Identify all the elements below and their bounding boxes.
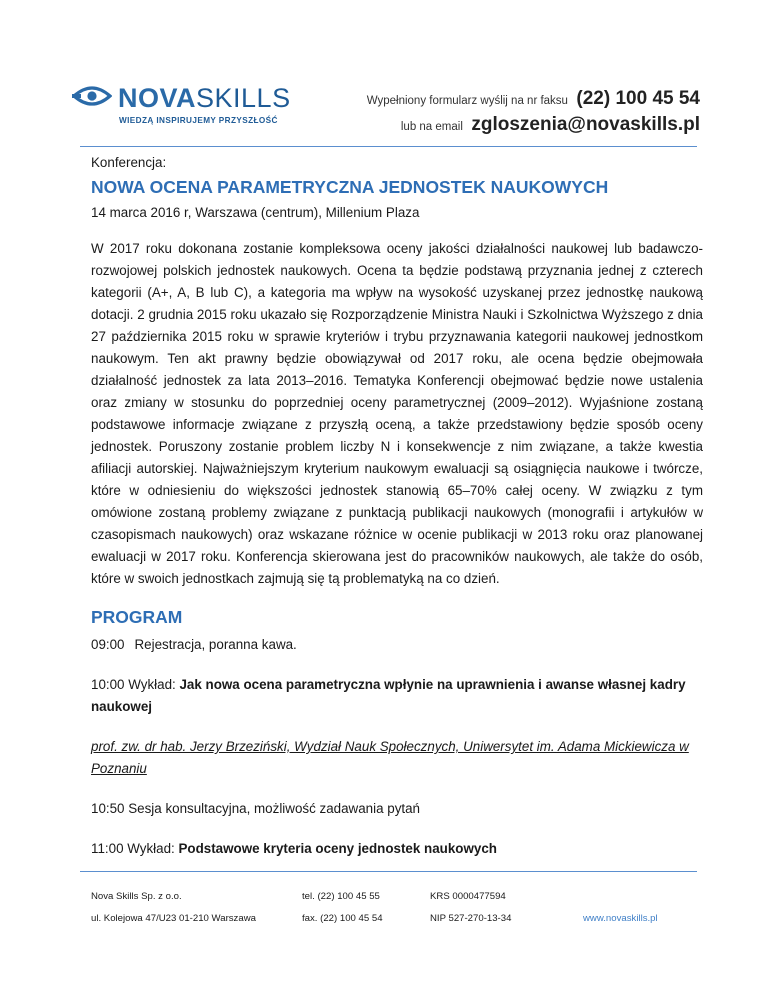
fax-number: (22) 100 45 54 xyxy=(576,88,700,109)
program-lecture-title: Podstawowe kryteria oceny jednostek naukowych xyxy=(178,841,497,856)
email-label: lub na email xyxy=(400,121,463,133)
footer-nip: NIP 527-270-13-34 xyxy=(430,913,512,924)
program-item-lecture-2 xyxy=(91,838,703,860)
footer-website-link[interactable]: www.novaskills.pl xyxy=(583,913,658,924)
program-time: 11:00 xyxy=(91,841,124,856)
footer-address: ul. Kolejowa 47/U23 01-210 Warszawa xyxy=(91,913,256,924)
program-prefix: Wykład: xyxy=(123,841,179,856)
program-time: 10:50 xyxy=(91,801,125,816)
program-title: PROGRAM xyxy=(91,607,183,627)
program-text: Sesja konsultacyjna, możliwość zadawania pytań xyxy=(124,801,421,816)
email-address[interactable]: zgloszenia@novaskills.pl xyxy=(471,114,700,135)
conference-date-place: 14 marca 2016 r, Warszawa (centrum), Millenium Plaza xyxy=(91,205,420,220)
logo-nova: NOVA xyxy=(118,83,197,113)
program-item-lecture-1 xyxy=(91,674,703,718)
header-divider xyxy=(80,146,697,147)
footer-fax: fax. (22) 100 45 54 xyxy=(302,913,383,924)
footer-company xyxy=(91,886,256,930)
program-item-registration xyxy=(91,634,703,656)
conference-label: Konferencja: xyxy=(91,155,167,170)
logo-wordmark xyxy=(118,84,291,112)
fax-line xyxy=(367,86,700,112)
footer-divider xyxy=(80,871,697,872)
logo-skills: SKILLS xyxy=(196,83,291,113)
logo-tagline: WIEDZĄ INSPIRUJEMY PRZYSZŁOŚĆ xyxy=(119,116,278,125)
footer-company-name: Nova Skills Sp. z o.o. xyxy=(91,891,182,902)
conference-description: W 2017 roku dokonana zostanie kompleksowa oceny jakości działalności naukowej lub badawczo-rozwojowej polskich jednostek naukowych. Ocena ta będzie podstawą przyznania jednej z czterech kategorii (A+, A, B lub C), a kategoria ma wpływ na wysokość uzyskanej przez jednostkę naukową dotacji. 2 grudnia 2015 roku ukazało się Rozporządzenie Ministra Nauki i Szkolnictwa Wyższego z dnia 27 października 2015 roku w sprawie kryteriów i trybu przyznawania kategorii naukowej jednostkom naukowym. Ten akt prawny będzie obowiązywał od 2017 roku, ale ocena będzie obejmowała działalność jednostek za lata 2013–2016. Tematyka Konferencji obejmować będzie nowe ustalenia oraz zmiany w stosunku do poprzedniej oceny parametrycznej (2009–2012). Wyjaśnione zostaną podstawowe informacje związane z przyszłą oceną, a także przedstawiony będzie sposób oceny jednostek. Poruszony zostanie problem liczby N i konsekwencje z nim związane, a także kwestia afiliacji autorskiej. Najważniejszym kryterium naukowym ewaluacji są osiągnięcia naukowe i twórcze, które w odniesieniu do większości jednostek stanowią 65–70% całej oceny. W związku z tym omówione zostaną problemy związane z punktacją publikacji naukowych (monografii i artykułów w czasopismach naukowych) oraz wskazane różnice w ocenie publikacji w 2013 roku oraz planowanej ewaluacji w 2017 roku. Konferencja skierowana jest do pracowników naukowych, ale także do osób, które w swoich jednostkach zajmują się tą problematyką na co dzień. xyxy=(91,241,703,586)
eye-logo-icon xyxy=(72,83,112,109)
contact-block xyxy=(367,86,700,138)
footer-krs: KRS 0000477594 xyxy=(430,891,506,902)
program-text: Rejestracja, poranna kawa. xyxy=(134,637,297,652)
email-line xyxy=(367,112,700,138)
footer-tel: tel. (22) 100 45 55 xyxy=(302,891,380,902)
footer-registry xyxy=(430,886,511,930)
main-content xyxy=(91,152,703,878)
fax-label: Wypełniony formularz wyślij na nr faksu xyxy=(366,95,568,107)
program-item-consultation xyxy=(91,798,703,820)
program-time: 09:00 xyxy=(91,637,125,652)
footer-phones xyxy=(302,886,383,930)
program-lecture-title: Jak nowa ocena parametryczna wpłynie na uprawnienia i awanse własnej kadry naukowej xyxy=(91,677,686,714)
program-speaker: prof. zw. dr hab. Jerzy Brzeziński, Wydział Nauk Społecznych, Uniwersytet im. Adama Mickiewicza w Poznaniu xyxy=(91,739,689,776)
conference-title: NOWA OCENA PARAMETRYCZNA JEDNOSTEK NAUKOWYCH xyxy=(91,177,609,197)
novaskills-logo xyxy=(72,80,312,130)
program-time: 10:00 xyxy=(91,677,125,692)
program-prefix: Wykład: xyxy=(124,677,180,692)
